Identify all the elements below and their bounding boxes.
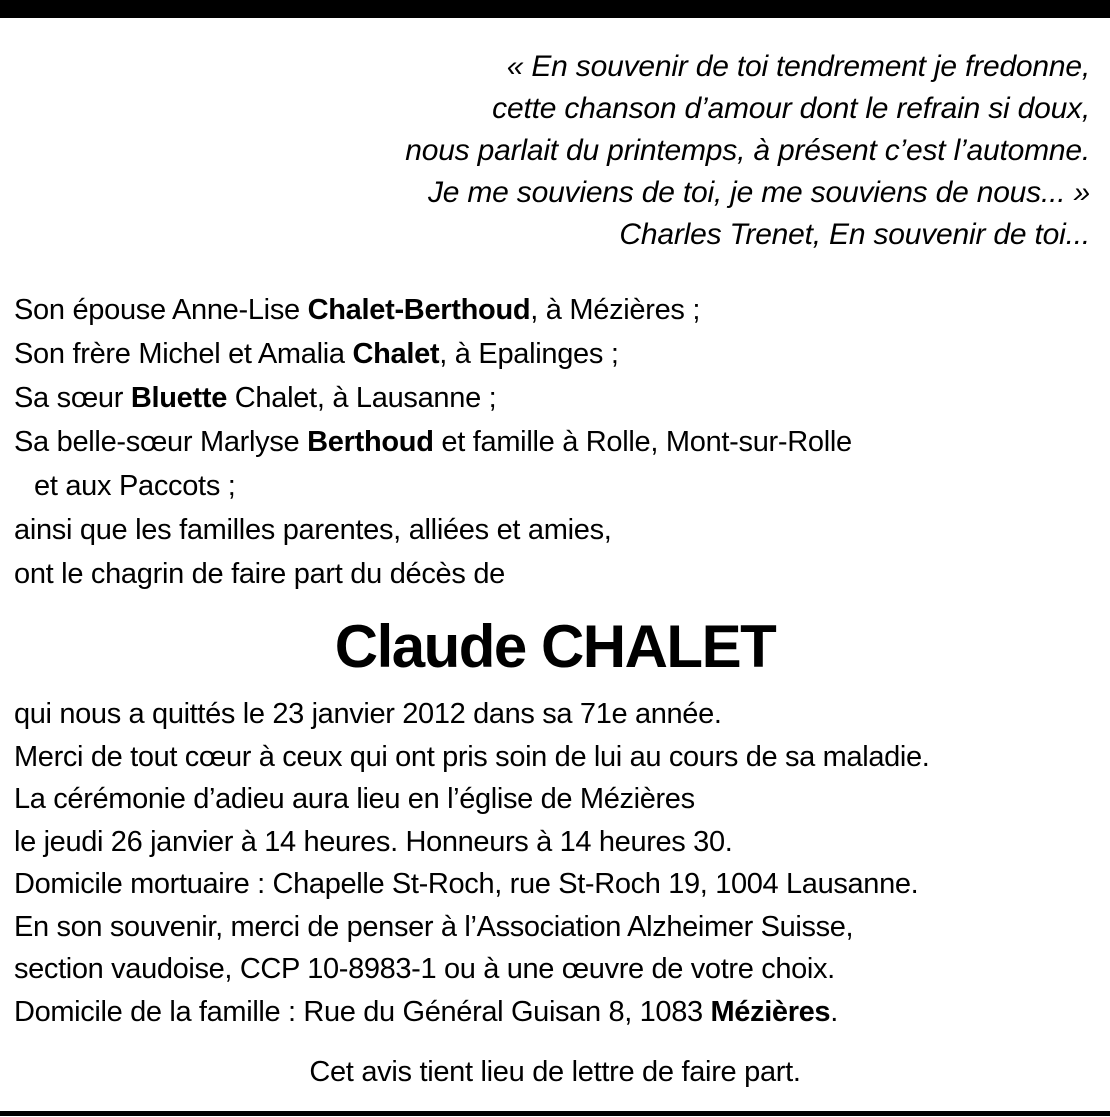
text-segment: Chalet, à Lausanne ; — [227, 382, 497, 414]
text-segment: Sa sœur — [14, 382, 131, 414]
text-segment: Son épouse Anne-Lise — [14, 294, 308, 326]
details-block — [14, 693, 1104, 1033]
text-segment: et famille à Rolle, Mont-sur-Rolle — [433, 426, 852, 458]
poem-line-2: cette chanson d’amour dont le refrain si doux, — [492, 92, 1090, 125]
bold-surname: Chalet-Berthoud — [307, 294, 531, 326]
details-line-donation: En son souvenir, merci de penser à l’Association Alzheimer Suisse, — [14, 910, 854, 943]
top-rule — [0, 0, 1110, 18]
text-segment: , à Epalinges ; — [439, 338, 619, 370]
poem-line-1: « En souvenir de toi tendrement je fredonne, — [506, 50, 1090, 83]
poem-line-4: Je me souviens de toi, je me souviens de nous... » — [427, 176, 1090, 209]
poem-line-3: nous parlait du printemps, à présent c’est l’automne. — [405, 134, 1090, 167]
family-line-announcement: ont le chagrin de faire part du décès de — [14, 558, 505, 590]
text-segment: , à Mézières ; — [530, 294, 701, 326]
text-segment: Domicile de la famille : Rue du Général Guisan 8, 1083 — [14, 995, 711, 1028]
text-segment: Sa belle-sœur Marlyse — [14, 426, 308, 458]
family-list — [14, 288, 1094, 596]
closing-note: Cet avis tient lieu de lettre de faire part. — [309, 1056, 801, 1088]
details-line-ceremony: La cérémonie d’adieu aura lieu en l’église de Mézières — [14, 783, 695, 815]
details-line-thanks: Merci de tout cœur à ceux qui ont pris soin de lui au cours de sa maladie. — [14, 740, 930, 773]
poem-attribution: Charles Trenet, En souvenir de toi... — [619, 218, 1090, 251]
details-line-family-address — [14, 991, 1104, 1034]
bold-name: Bluette — [130, 382, 228, 414]
bottom-rule — [0, 1111, 1110, 1116]
family-line-sister — [14, 376, 1094, 420]
details-line-donation-account: section vaudoise, CCP 10-8983-1 ou à une œuvre de votre choix. — [14, 953, 835, 985]
bold-surname: Berthoud — [307, 426, 434, 458]
details-line-mortuary: Domicile mortuaire : Chapelle St-Roch, rue St-Roch 19, 1004 Lausanne. — [14, 868, 919, 900]
family-line-spouse — [14, 288, 1094, 332]
family-line-relatives: ainsi que les familles parentes, alliées et amies, — [14, 514, 612, 546]
bold-surname: Chalet — [352, 338, 440, 370]
family-line-sister-in-law — [14, 420, 1094, 464]
family-line-brother — [14, 332, 1094, 376]
epigraph-poem — [90, 46, 1090, 256]
bold-town: Mézières — [710, 995, 831, 1028]
deceased-name: Claude CHALET — [334, 613, 776, 680]
details-line-death-date: qui nous a quittés le 23 janvier 2012 dans sa 71e année. — [14, 698, 722, 730]
text-segment: Son frère Michel et Amalia — [14, 338, 353, 370]
family-line-continuation: et aux Paccots ; — [34, 470, 236, 502]
text-segment: . — [830, 995, 838, 1028]
details-line-ceremony-time: le jeudi 26 janvier à 14 heures. Honneurs à 14 heures 30. — [14, 825, 733, 858]
